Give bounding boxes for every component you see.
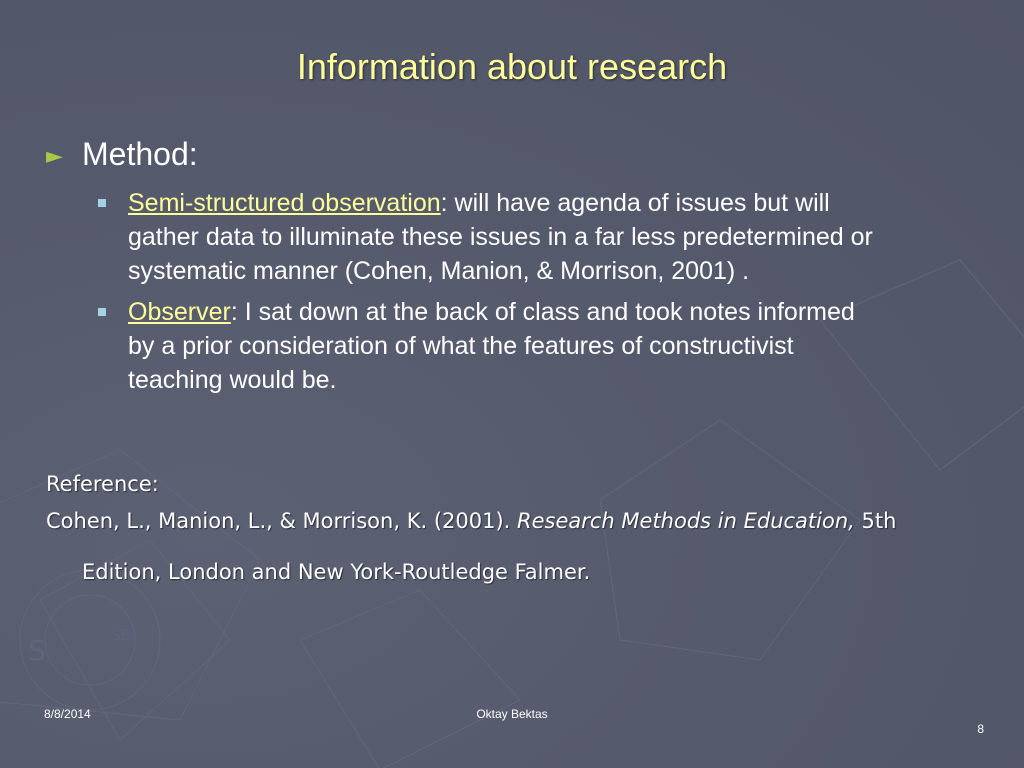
square-bullet-icon [98,199,106,207]
sub-item-semi-structured [96,186,986,288]
method-label: Method: [82,136,198,172]
reference-citation-line2: Edition, London and New York-Routledge Falmer. [82,560,591,584]
right-pointing-triangle-icon: ► [46,144,63,169]
sub-item-observer [96,295,986,397]
citation-title: Research Methods in Education, [517,509,855,533]
item-text: : I sat down at the back of class and took notes informed [230,298,855,326]
item-text: : will have agenda of issues but will [440,189,830,217]
slide-title: Information about research [296,46,728,87]
citation-authors: Cohen, L., Manion, L., & Morrison, K. (2001). [46,509,517,533]
footer-date: 8/8/2014 [44,707,91,721]
square-bullet-icon [98,308,106,316]
reference-citation [46,509,1006,533]
slide-number: 8 [977,722,984,736]
method-bullet [46,136,986,173]
term-semi-structured-observation[interactable]: Semi-structured observation [128,189,441,217]
item-text: gather data to illuminate these issues in a far less predetermined or [128,223,873,251]
item-text: systematic manner (Cohen, Manion, & Morrison, 2001) . [128,257,750,285]
item-text: by a prior consideration of what the features of constructivist [128,332,794,360]
item-text: teaching would be. [128,366,337,394]
list-item [96,295,986,397]
list-item [96,186,986,288]
citation-edition: 5th [854,509,897,533]
reference-heading: Reference: [46,472,159,496]
footer-author: Oktay Bektas [476,707,548,721]
svg-text:SE: SE [112,628,130,644]
svg-text:S: S [28,634,46,667]
term-observer[interactable]: Observer [128,298,231,326]
